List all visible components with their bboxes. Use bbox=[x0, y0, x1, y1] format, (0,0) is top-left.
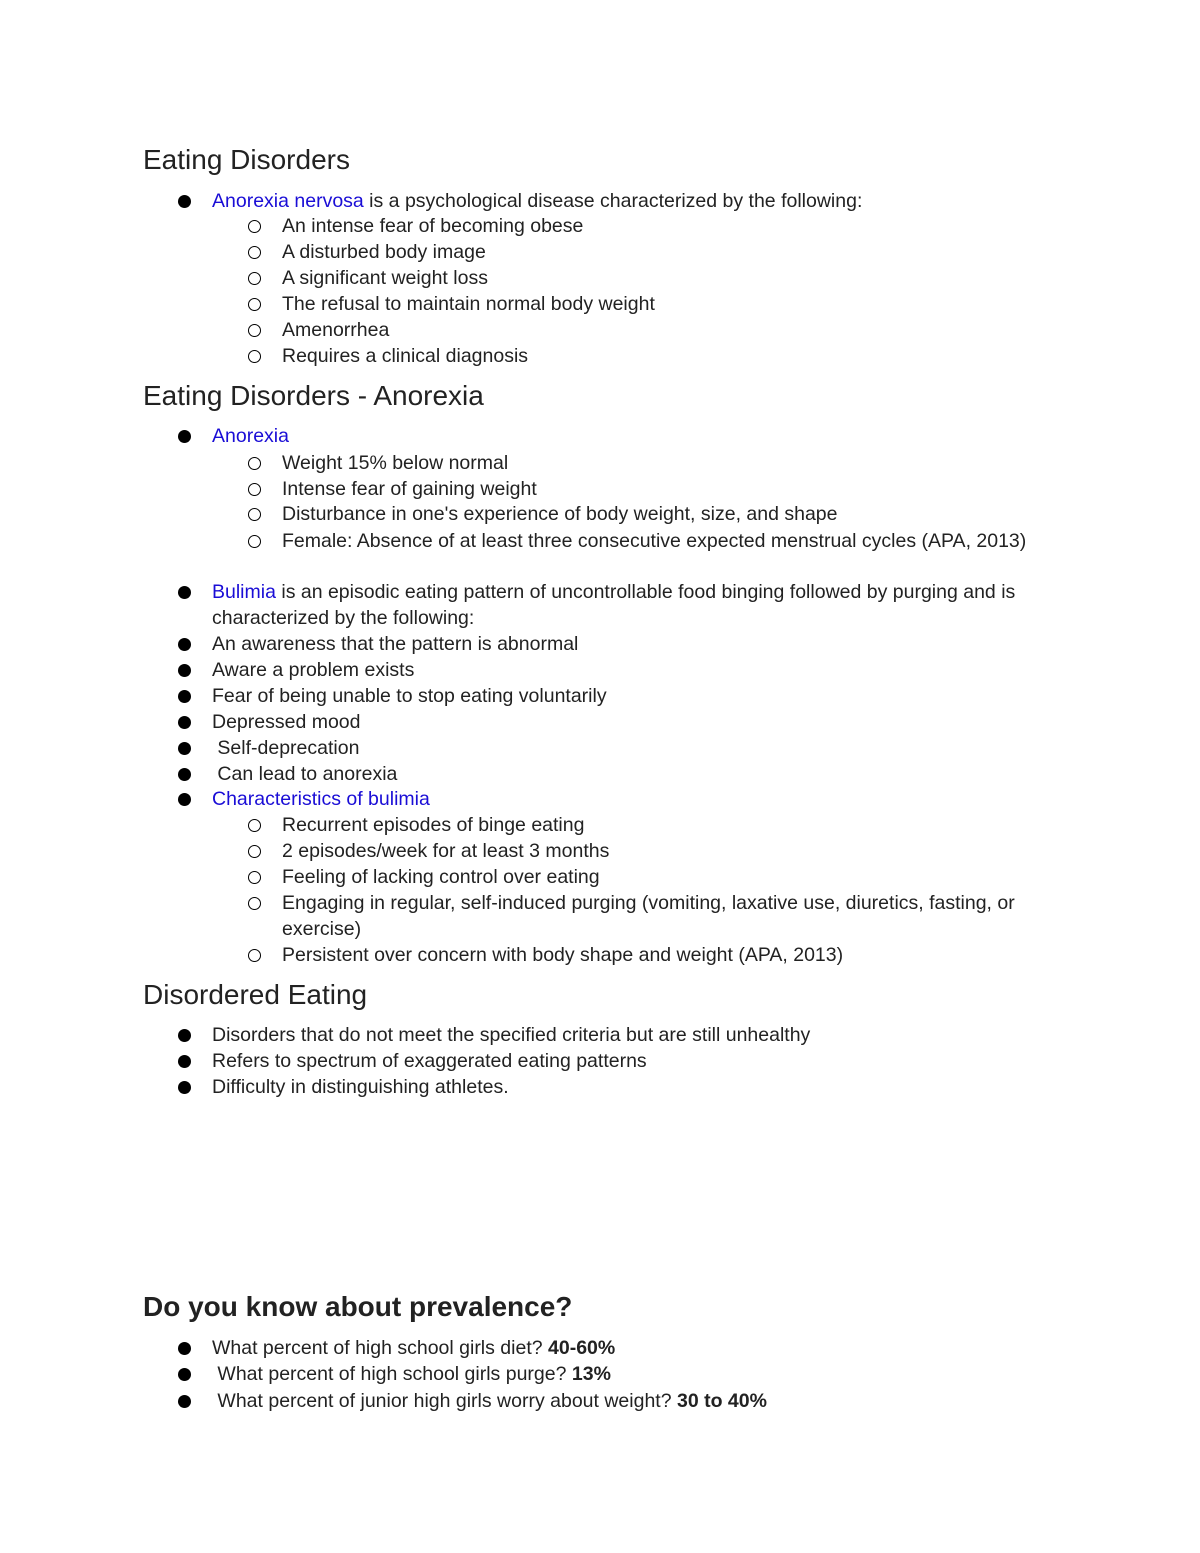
sub-list-item: The refusal to maintain normal body weight bbox=[282, 291, 1062, 317]
bullet-icon bbox=[178, 430, 191, 443]
sub-list-item: An intense fear of becoming obese bbox=[282, 213, 1062, 239]
bullet-icon bbox=[178, 638, 191, 651]
circle-bullet-icon bbox=[248, 246, 261, 259]
answer-text: 30 to 40% bbox=[676, 1390, 767, 1412]
section-heading-disordered-eating: Disordered Eating bbox=[143, 979, 368, 1010]
bullet-icon bbox=[178, 1029, 191, 1042]
circle-bullet-icon bbox=[248, 457, 261, 470]
bullet-icon bbox=[178, 1368, 191, 1381]
bullet-icon bbox=[178, 768, 191, 781]
circle-bullet-icon bbox=[248, 949, 261, 962]
list-item: Aware a problem exists bbox=[212, 657, 1092, 683]
section-heading-anorexia: Eating Disorders - Anorexia bbox=[143, 380, 484, 411]
circle-bullet-icon bbox=[248, 508, 261, 521]
bullet-icon bbox=[178, 1342, 191, 1355]
sub-list-item: Engaging in regular, self-induced purging (vomiting, laxative use, diuretics, fasting, or exercise) bbox=[282, 890, 1062, 942]
term-anorexia-nervosa: Anorexia nervosa bbox=[212, 190, 364, 212]
list-item: Depressed mood bbox=[212, 709, 1092, 735]
circle-bullet-icon bbox=[248, 535, 261, 548]
bullet-icon bbox=[178, 586, 191, 599]
bullet-icon bbox=[178, 742, 191, 755]
list-item: Fear of being unable to stop eating voluntarily bbox=[212, 683, 1092, 709]
list-item: Self-deprecation bbox=[212, 735, 1092, 761]
circle-bullet-icon bbox=[248, 897, 261, 910]
bullet-icon bbox=[178, 664, 191, 677]
question-text: What percent of high school girls purge? bbox=[212, 1363, 572, 1385]
sub-list-item: Disturbance in one's experience of body weight, size, and shape bbox=[282, 501, 1062, 527]
list-item-anorexia bbox=[212, 423, 1092, 449]
sub-list-item: Recurrent episodes of binge eating bbox=[282, 812, 1062, 838]
sub-list-item: A disturbed body image bbox=[282, 239, 1062, 265]
list-item: Can lead to anorexia bbox=[212, 761, 1092, 787]
question-item bbox=[212, 1388, 1092, 1414]
circle-bullet-icon bbox=[248, 220, 261, 233]
term-characteristics-of-bulimia: Characteristics of bulimia bbox=[212, 788, 430, 810]
bullet-icon bbox=[178, 793, 191, 806]
question-text: What percent of high school girls diet? bbox=[212, 1337, 549, 1359]
definition-text: is an episodic eating pattern of uncontrollable food binging followed by purging and is characterized by the following: bbox=[212, 581, 1016, 629]
section-heading-eating-disorders: Eating Disorders bbox=[143, 144, 350, 175]
circle-bullet-icon bbox=[248, 871, 261, 884]
circle-bullet-icon bbox=[248, 298, 261, 311]
list-item-characteristics-of-bulimia bbox=[212, 786, 1092, 812]
bullet-icon bbox=[178, 1055, 191, 1068]
section-heading-prevalence: Do you know about prevalence? bbox=[143, 1291, 573, 1322]
answer-text: 40-60% bbox=[548, 1337, 616, 1359]
answer-text: 13% bbox=[571, 1363, 611, 1385]
list-item: Difficulty in distinguishing athletes. bbox=[212, 1074, 1092, 1100]
list-item-anorexia-nervosa bbox=[212, 188, 1092, 214]
circle-bullet-icon bbox=[248, 819, 261, 832]
list-item-bulimia bbox=[212, 579, 1092, 631]
sub-list-item: Weight 15% below normal bbox=[282, 450, 1062, 476]
bullet-icon bbox=[178, 195, 191, 208]
circle-bullet-icon bbox=[248, 350, 261, 363]
sub-list-item: A significant weight loss bbox=[282, 265, 1062, 291]
sub-list-item: Amenorrhea bbox=[282, 317, 1062, 343]
bullet-icon bbox=[178, 690, 191, 703]
bullet-icon bbox=[178, 1395, 191, 1408]
sub-list-item: 2 episodes/week for at least 3 months bbox=[282, 838, 1062, 864]
sub-list-item: Intense fear of gaining weight bbox=[282, 476, 1062, 502]
question-item bbox=[212, 1335, 1092, 1361]
circle-bullet-icon bbox=[248, 845, 261, 858]
sub-list-item: Persistent over concern with body shape and weight (APA, 2013) bbox=[282, 942, 1062, 968]
circle-bullet-icon bbox=[248, 272, 261, 285]
circle-bullet-icon bbox=[248, 483, 261, 496]
list-item: Disorders that do not meet the specified criteria but are still unhealthy bbox=[212, 1022, 1092, 1048]
term-anorexia: Anorexia bbox=[212, 425, 289, 447]
term-bulimia: Bulimia bbox=[212, 581, 276, 603]
bullet-icon bbox=[178, 716, 191, 729]
bullet-icon bbox=[178, 1081, 191, 1094]
sub-list-item: Female: Absence of at least three consecutive expected menstrual cycles (APA, 2013) bbox=[282, 528, 1062, 554]
circle-bullet-icon bbox=[248, 324, 261, 337]
list-item: An awareness that the pattern is abnormal bbox=[212, 631, 1092, 657]
list-item: Refers to spectrum of exaggerated eating patterns bbox=[212, 1048, 1092, 1074]
sub-list-item: Requires a clinical diagnosis bbox=[282, 343, 1062, 369]
question-text: What percent of junior high girls worry about weight? bbox=[212, 1390, 677, 1412]
definition-text: is a psychological disease characterized by the following: bbox=[363, 190, 863, 212]
question-item bbox=[212, 1361, 1092, 1387]
sub-list-item: Feeling of lacking control over eating bbox=[282, 864, 1062, 890]
